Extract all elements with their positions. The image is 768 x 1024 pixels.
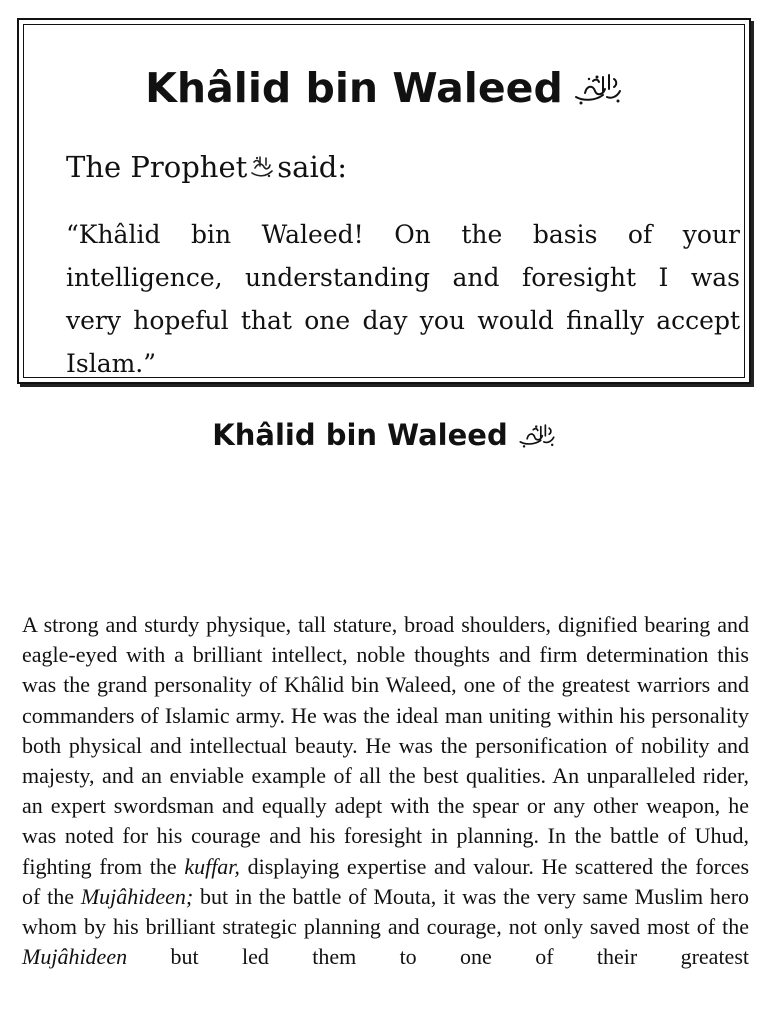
quote-box [17,18,751,384]
quote-intro-said: said: [277,150,348,184]
section-title-text: Khâlid bin Waleed [212,418,508,452]
box-title-text: Khâlid bin Waleed [145,64,563,112]
prophet-quote: “Khâlid bin Waleed! On the basis of your intelligence, understanding and foresight I was very hopeful that one day you would finally accept Islam.” [66,220,740,378]
body-text-segment: but led them to one of their greatest [170,944,749,970]
body-text-segment: A strong and sturdy physique, tall stature, broad shoulders, dignified bearing and eagle-eyed with a brilliant intellect, noble thoughts and firm determination this was the grand personality of Khâlid bin Waleed, one of the greatest warriors and commanders of Islamic army. He was the ideal man uniting within his personality both physical and intellectual beauty. He was the personification of nobility and majesty, and an enviable example of all the best qualities. An unparalleled rider, an expert swordsman and equally adept with the spear or any other weapon, he was noted for his courage and his foresight in planning. In the battle of Uhud, fighting from the [22,612,749,879]
pbuh-calligraphy-icon [249,154,275,185]
honorific-calligraphy-icon [573,71,623,112]
quote-intro [66,150,348,185]
body-text-segment: but in the battle of Mouta, it was the very same Muslim hero whom by his brilliant strategic planning and courage, not only saved most of the [22,883,750,940]
honorific-calligraphy-icon [518,422,556,453]
body-text-segment: displaying expertise and valour. He scattered the forces of the [22,853,750,909]
quote-intro-text: The Prophet [66,150,248,184]
italic-term: Mujâhideen; [80,883,194,909]
body-paragraph [22,610,749,972]
italic-term: kuffar, [184,853,240,879]
section-title [0,418,768,453]
italic-term: Mujâhideen [22,944,128,970]
box-title [19,64,749,112]
